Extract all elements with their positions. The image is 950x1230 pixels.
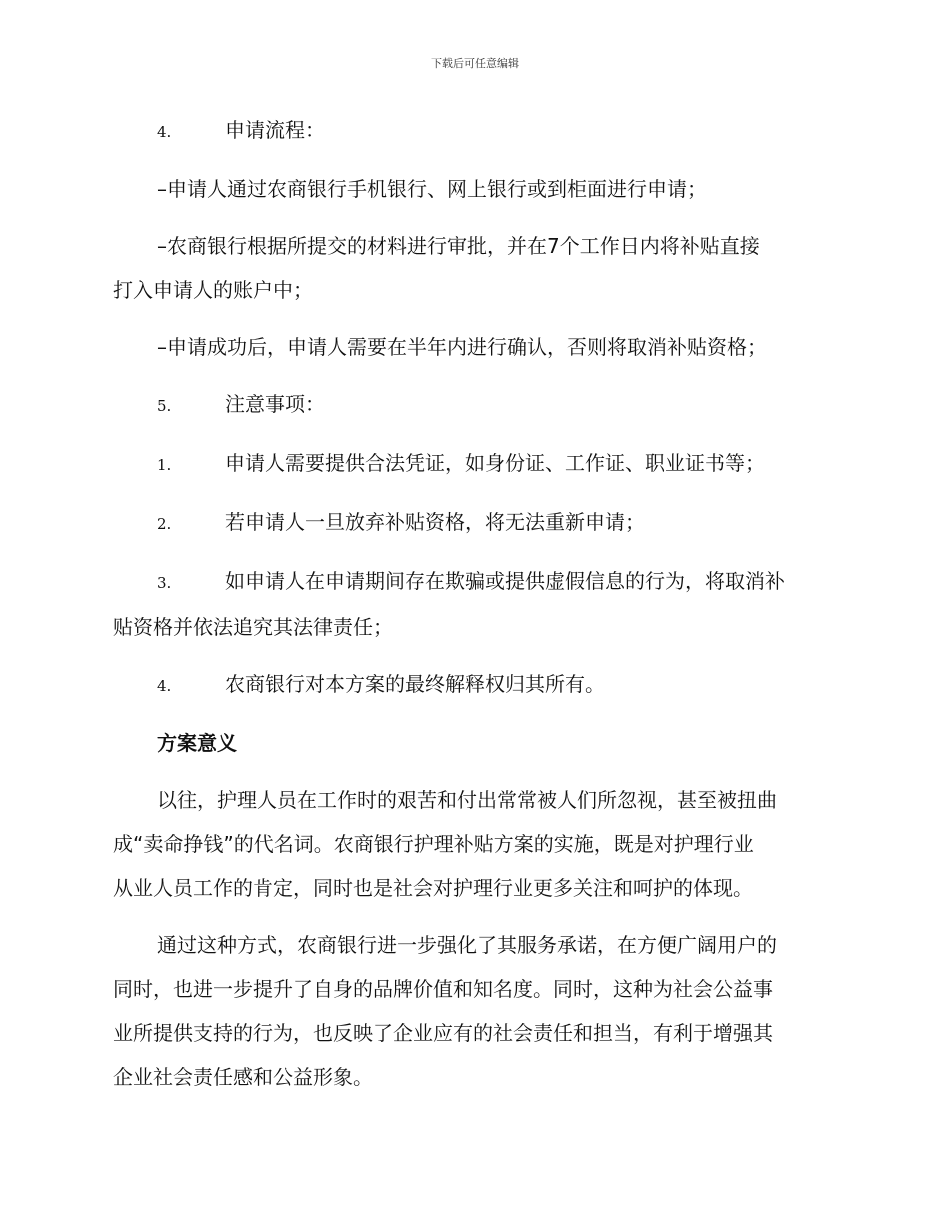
paragraph-line: 通过这种方式，农商银行进一步强化了其服务承诺，在方便广阔用户的 xyxy=(157,933,777,957)
paragraph-line: 企业社会责任感和公益形象。 xyxy=(113,1065,373,1089)
note-item xyxy=(113,559,833,605)
section-title: 注意事项： xyxy=(225,392,325,416)
paragraph-line: 同时，也进一步提升了自身的品牌价值和知名度。同时，这种为社会公益事 xyxy=(113,977,773,1001)
note-item xyxy=(113,500,833,546)
paragraph-line: 成“卖命挣钱”的代名词。农商银行护理补贴方案的实施，既是对护理行业 xyxy=(113,832,754,856)
process-step: –农商银行根据所提交的材料进行审批，并在7个工作日内将补贴直接 xyxy=(157,234,760,258)
significance-paragraph-1 xyxy=(113,778,833,910)
significance-paragraph-2 xyxy=(113,923,833,1099)
section-number: 4. xyxy=(157,123,172,141)
paragraph-line: 从业人员工作的肯定，同时也是社会对护理行业更多关注和呵护的体现。 xyxy=(113,876,753,900)
process-step-continuation: 打入申请人的账户中； xyxy=(113,278,313,302)
note-continuation: 贴资格并依法追究其法律责任； xyxy=(113,615,393,639)
note-item xyxy=(113,662,833,708)
note-text: 如申请人在申请期间存在欺骗或提供虚假信息的行为，将取消补 xyxy=(225,569,785,593)
paragraph-line: 以往，护理人员在工作时的艰苦和付出常常被人们所忽视，甚至被扭曲 xyxy=(157,788,777,812)
section-notes-heading xyxy=(113,382,833,428)
paragraph-line: 业所提供支持的行为，也反映了企业应有的社会责任和担当，有利于增强其 xyxy=(113,1021,773,1045)
process-step: –申请人通过农商银行手机银行、网上银行或到柜面进行申请； xyxy=(157,177,707,201)
note-number: 1. xyxy=(157,456,172,474)
section-process-heading xyxy=(113,108,833,154)
section-title: 申请流程： xyxy=(225,118,325,142)
process-step: –申请成功后，申请人需要在半年内进行确认，否则将取消补贴资格； xyxy=(157,335,767,359)
note-text: 若申请人一旦放弃补贴资格，将无法重新申请； xyxy=(225,510,645,534)
note-number: 4. xyxy=(157,677,172,695)
note-item xyxy=(113,441,833,487)
document-body xyxy=(113,108,833,1099)
note-number: 3. xyxy=(157,574,172,592)
page-header-note: 下载后可任意编辑 xyxy=(431,57,519,70)
note-number: 2. xyxy=(157,515,172,533)
section-heading-significance: 方案意义 xyxy=(157,731,237,755)
note-text: 农商银行对本方案的最终解释权归其所有。 xyxy=(225,672,605,696)
note-text: 申请人需要提供合法凭证，如身份证、工作证、职业证书等； xyxy=(225,451,765,475)
section-number: 5. xyxy=(157,397,172,415)
